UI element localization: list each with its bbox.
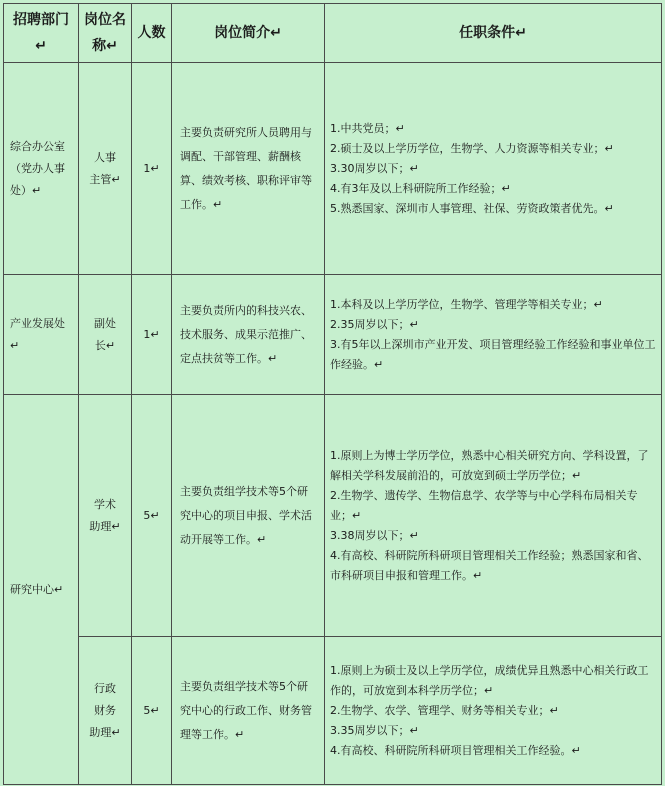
- requirement-item: 3.30周岁以下；↵: [330, 161, 419, 175]
- requirement-item: 3.35周岁以下；↵: [330, 723, 419, 737]
- count-cell: 5↵: [132, 395, 172, 637]
- requirements-cell: [325, 637, 662, 785]
- intro-cell: 主要负责所内的科技兴农、技术服务、成果示范推广、定点扶贫等工作。↵: [172, 275, 325, 395]
- header-row: [4, 4, 662, 63]
- requirement-item: 1.本科及以上学历学位，生物学、管理学等相关专业；↵: [330, 297, 603, 311]
- requirement-item: 3.有5年以上深圳市产业开发、项目管理经验工作经验和事业单位工作经验。↵: [330, 337, 656, 371]
- requirement-item: 4.有3年及以上科研院所工作经验；↵: [330, 181, 511, 195]
- requirement-item: 1.原则上为硕士及以上学历学位，成绩优异且熟悉中心相关行政工作的，可放宽到本科学历学位；↵: [330, 663, 649, 697]
- dept-cell: 综合办公室（党办人事处）↵: [4, 63, 79, 275]
- requirement-item: 2.35周岁以下；↵: [330, 317, 419, 331]
- requirements-cell: [325, 63, 662, 275]
- header-dept: 招聘部门↵: [4, 4, 79, 63]
- requirements-cell: [325, 275, 662, 395]
- header-position: 岗位名称↵: [79, 4, 132, 63]
- count-cell: 1↵: [132, 275, 172, 395]
- intro-cell: 主要负责组学技术等5个研究中心的项目申报、学术活动开展等工作。↵: [172, 395, 325, 637]
- requirement-item: 3.38周岁以下；↵: [330, 528, 419, 542]
- requirement-item: 1.原则上为博士学历学位，熟悉中心相关研究方向、学科设置，了解相关学科发展前沿的，可放宽到硕士学历学位；↵: [330, 448, 649, 482]
- dept-cell: 产业发展处↵: [4, 275, 79, 395]
- header-requirements: 任职条件↵: [325, 4, 662, 63]
- requirement-item: 1.中共党员；↵: [330, 121, 405, 135]
- requirement-item: 4.有高校、科研院所科研项目管理相关工作经验。↵: [330, 743, 581, 757]
- requirement-item: 4.有高校、科研院所科研项目管理相关工作经验；熟悉国家和省、市科研项目申报和管理工作。↵: [330, 548, 649, 582]
- count-cell: 1↵: [132, 63, 172, 275]
- table-row: [4, 63, 662, 275]
- table-row: [4, 637, 662, 785]
- position-cell: 行政财务助理↵: [79, 637, 132, 785]
- requirement-item: 5.熟悉国家、深圳市人事管理、社保、劳资政策者优先。↵: [330, 201, 614, 215]
- requirement-item: 2.生物学、遗传学、生物信息学、农学等与中心学科布局相关专业；↵: [330, 488, 638, 522]
- intro-cell: 主要负责组学技术等5个研究中心的行政工作、财务管理等工作。↵: [172, 637, 325, 785]
- header-count: 人数: [132, 4, 172, 63]
- intro-cell: 主要负责研究所人员聘用与调配、干部管理、薪酬核算、绩效考核、职称评审等工作。↵: [172, 63, 325, 275]
- requirement-item: 2.生物学、农学、管理学、财务等相关专业；↵: [330, 703, 559, 717]
- table-row: [4, 395, 662, 637]
- requirements-cell: [325, 395, 662, 637]
- dept-cell: 研究中心↵: [4, 395, 79, 785]
- count-cell: 5↵: [132, 637, 172, 785]
- recruitment-table: [3, 3, 662, 785]
- position-cell: 副处长↵: [79, 275, 132, 395]
- position-cell: 学术助理↵: [79, 395, 132, 637]
- table-row: [4, 275, 662, 395]
- requirement-item: 2.硕士及以上学历学位，生物学、人力资源等相关专业；↵: [330, 141, 614, 155]
- header-intro: 岗位简介↵: [172, 4, 325, 63]
- position-cell: 人事主管↵: [79, 63, 132, 275]
